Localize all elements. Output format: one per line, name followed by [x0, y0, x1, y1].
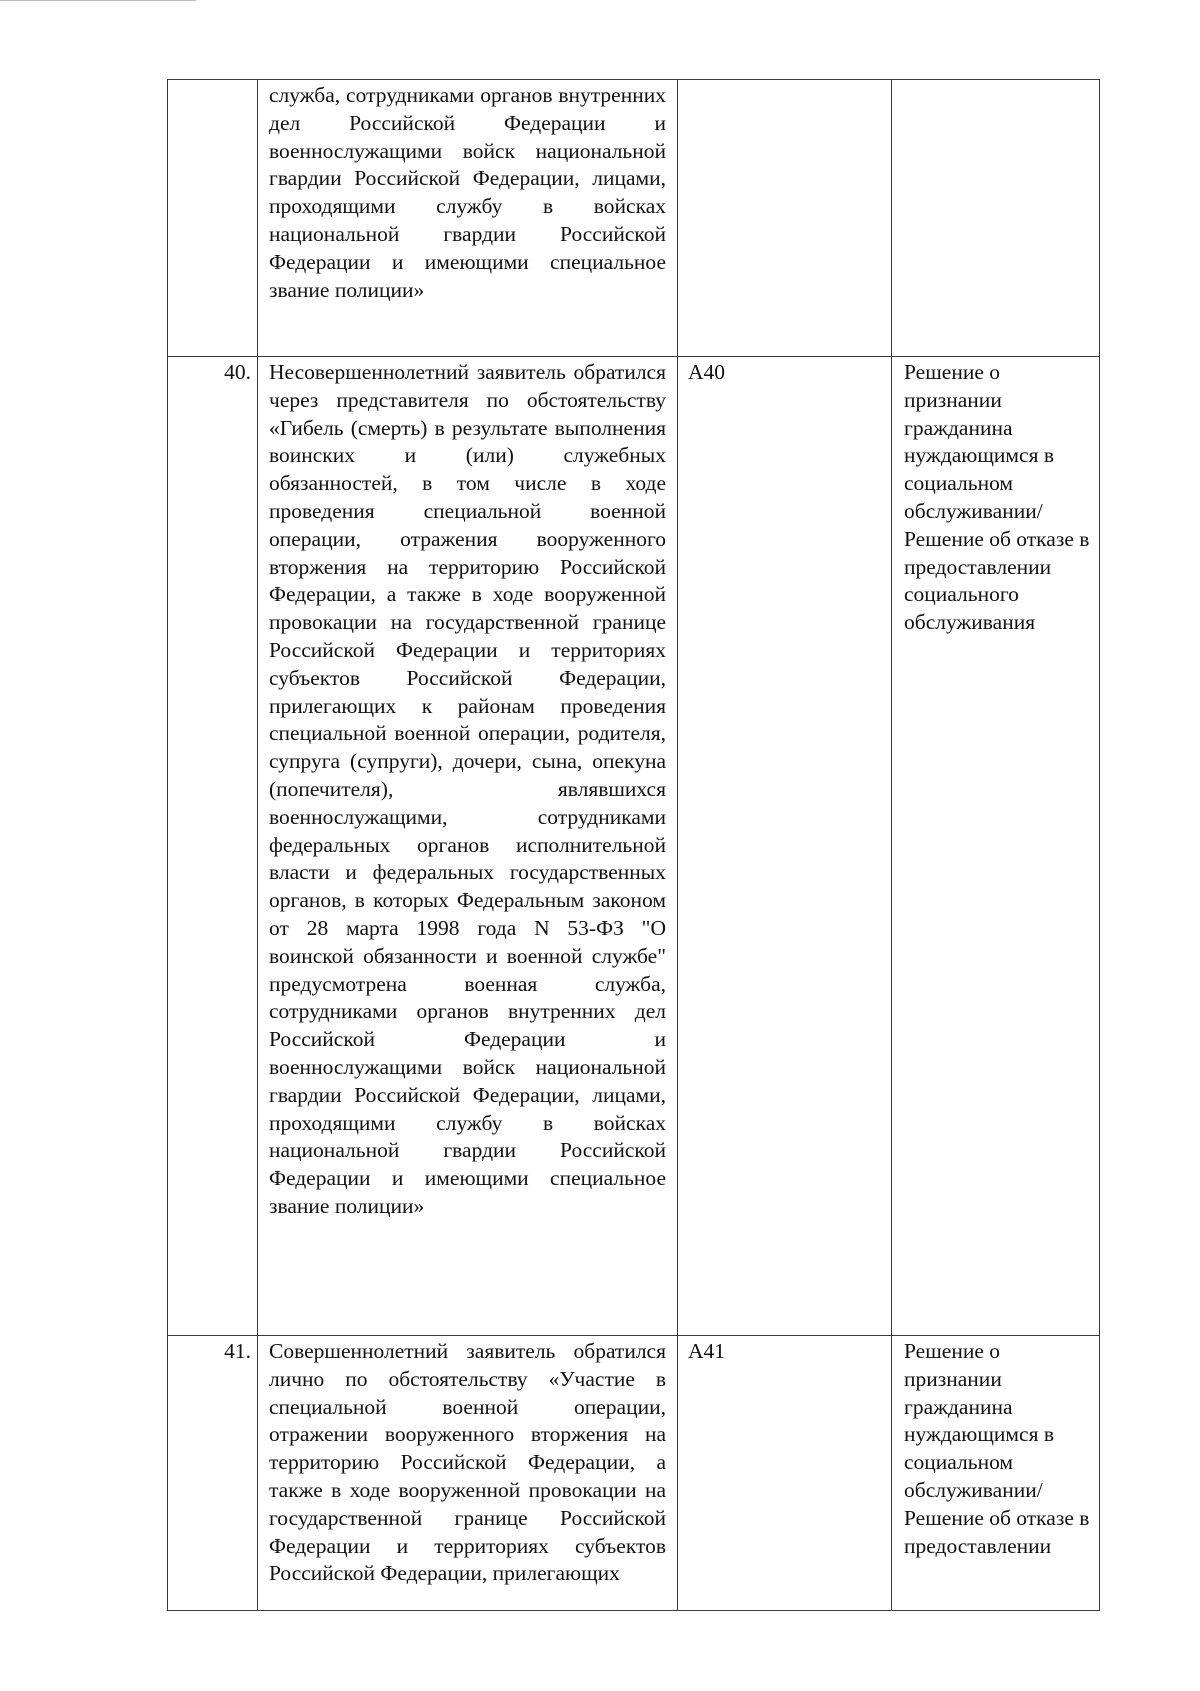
table-row — [168, 1336, 1100, 1611]
variant-code — [678, 80, 892, 357]
result-text — [892, 80, 1100, 357]
circumstance-text — [258, 1336, 678, 1611]
circumstance-text-content: служба, сотрудниками органов внутренних дел Российской Федерации и военнослужащими войск национальной гвардии Российской Федерации, лицами, проходящими службу в войсках национальной гвардии Российской Федерации и имеющими специальное звание полиции» — [269, 83, 666, 302]
table-row — [168, 80, 1100, 357]
circumstance-text — [258, 80, 678, 357]
result-text: Решение о признании гражданина нуждающимся в социальном обслуживании/ Решение об отказе в предоставлении — [892, 1336, 1100, 1611]
scan-edge-line — [0, 0, 196, 1]
services-table — [167, 79, 1100, 1611]
circumstance-text — [258, 357, 678, 1336]
variant-code: А40 — [678, 357, 892, 1336]
row-number: 40. — [168, 357, 258, 1336]
circumstance-text-content: Совершеннолетний заявитель обратился лично по обстоятельству «Участие в специальной военной операции, отражении вооруженного вторжения на территорию Российской Федерации, а также в ходе вооруженной провокации на государственной границе Российской Федерации и территориях субъектов Российской Федерации, прилегающих — [269, 1339, 666, 1586]
row-number — [168, 80, 258, 357]
result-text: Решение о признании гражданина нуждающимся в социальном обслуживании/ Решение об отказе в предоставлении социального обслуживания — [892, 357, 1100, 1336]
circumstance-text-content: Несовершеннолетний заявитель обратился через представителя по обстоятельству «Гибель (смерть) в результате выполнения воинских и (или) служебных обязанностей, в том числе в ходе проведения специальной военной операции, отражения вооруженного вторжения на территорию Российской Федерации, а также в ходе вооруженной провокации на государственной границе Российской Федерации и территориях субъектов Российской Федерации, прилегающих к районам проведения специальной военной операции, родителя, супруга (супруги), дочери, сына, опекуна (попечителя), являвшихся военнослужащими, сотрудниками федеральных органов исполнительной власти и федеральных государственных органов, в которых Федеральным законом от 28 марта 1998 года N 53-ФЗ "О воинской обязанности и военной службе" предусмотрена военная служба, сотрудниками органов внутренних дел Российской Федерации и военнослужащими войск национальной гвардии Российской Федерации, лицами, проходящими службу в войсках национальной гвардии Российской Федерации и имеющими специальное звание полиции» — [269, 360, 666, 1218]
variant-code: А41 — [678, 1336, 892, 1611]
row-number: 41. — [168, 1336, 258, 1611]
table-row — [168, 357, 1100, 1336]
